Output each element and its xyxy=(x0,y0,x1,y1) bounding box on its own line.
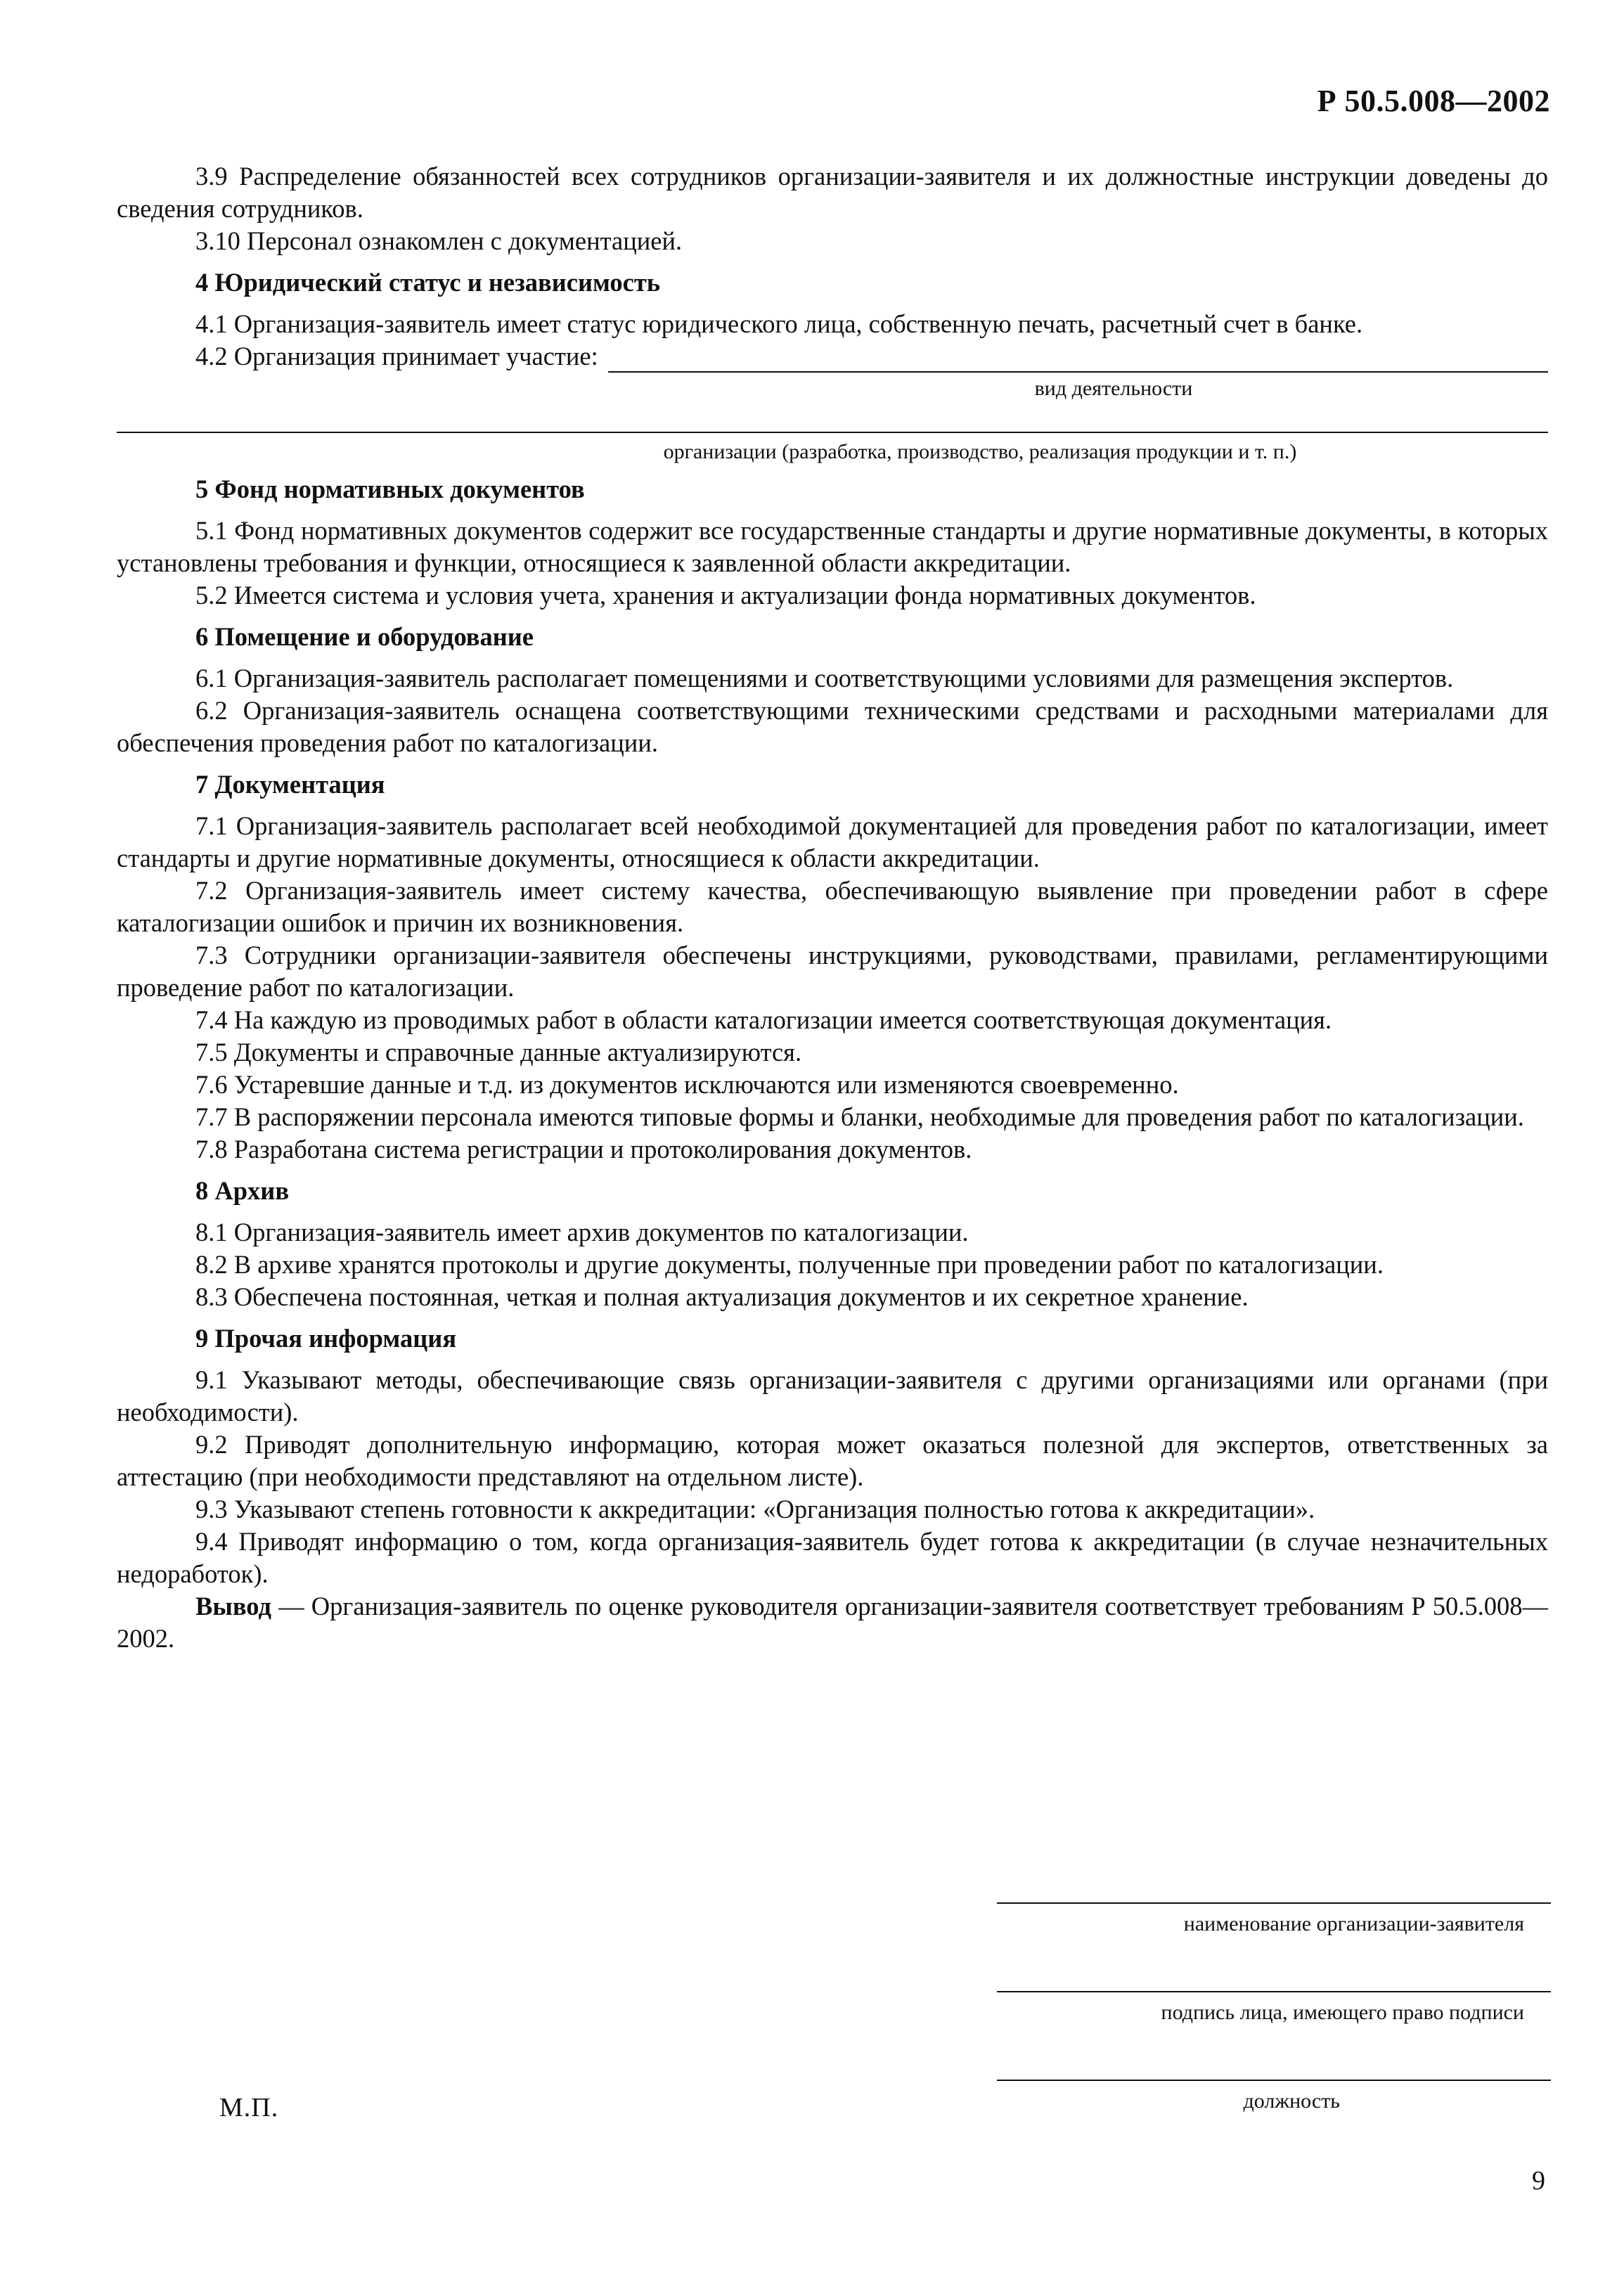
paragraph: 8.3 Обеспечена постоянная, четкая и полная актуализация документов и их секретное хранение. xyxy=(195,1282,1249,1311)
section-heading: 6 Помещение и оборудование xyxy=(195,622,534,651)
document-body xyxy=(117,160,1548,1655)
paragraph: 5.1 Фонд нормативных документов содержит все государственные стандарты и другие нормативные документы, в которых установлены требования и функции, относящиеся к заявленной области аккредитации. xyxy=(117,516,1548,577)
paragraph: 6.1 Организация-заявитель располагает помещениями и соответствующими условиями для размещения экспертов. xyxy=(195,664,1454,692)
paragraph: 7.3 Сотрудники организации-заявителя обеспечены инструкциями, руководствами, правилами, регламентирующими проведение работ по каталогизации. xyxy=(117,941,1548,1002)
participation-label: 4.2 Организация принимает участие: xyxy=(195,342,598,370)
paragraph: 7.4 На каждую из проводимых работ в области каталогизации имеется соответствующая документация. xyxy=(195,1005,1332,1034)
paragraph: 9.2 Приводят дополнительную информацию, которая может оказаться полезной для экспертов, ответственных за аттестацию (при необходимости представляют на отдельном листе). xyxy=(117,1430,1548,1491)
field-caption: вид деятельности xyxy=(1034,377,1193,400)
fill-in-line xyxy=(997,2080,1551,2081)
section-heading: 4 Юридический статус и независимость xyxy=(195,268,661,297)
section-heading: 9 Прочая информация xyxy=(195,1324,457,1353)
field-caption: должность xyxy=(1243,2089,1340,2113)
field-caption: организации (разработка, производство, реализация продукции и т. п.) xyxy=(663,440,1297,463)
paragraph: 9.1 Указывают методы, обеспечивающие связь организации-заявителя с другими организациями или органами (при необходимости). xyxy=(117,1365,1548,1426)
org-name-signature-line xyxy=(997,1902,1551,1936)
paragraph: 7.6 Устаревшие данные и т.д. из документов исключаются или изменяются своевременно. xyxy=(195,1070,1179,1099)
fill-in-line xyxy=(117,401,1548,433)
position-signature-line xyxy=(997,2080,1551,2113)
paragraph: 6.2 Организация-заявитель оснащена соответствующими техническими средствами и расходными материалами для обеспечения проведения работ по каталогизации. xyxy=(117,696,1548,757)
conclusion-text: — Организация-заявитель по оценке руководителя организации-заявителя соответствует требованиям Р 50.5.008—2002. xyxy=(117,1592,1548,1653)
signature-line xyxy=(997,1991,1551,2025)
paragraph: 7.5 Документы и справочные данные актуализируются. xyxy=(195,1038,802,1066)
conclusion-paragraph xyxy=(117,1590,1548,1655)
fill-in-line xyxy=(997,1902,1551,1904)
paragraph: 3.9 Распределение обязанностей всех сотрудников организации-заявителя и их должностные инструкции доведены до сведения сотрудников. xyxy=(117,162,1548,223)
paragraph: 7.8 Разработана система регистрации и протоколирования документов. xyxy=(195,1135,972,1164)
paragraph: 4.1 Организация-заявитель имеет статус юридического лица, собственную печать, расчетный счет в банке. xyxy=(195,309,1363,338)
field-caption: подпись лица, имеющего право подписи xyxy=(1161,2001,1524,2024)
participation-field xyxy=(117,340,1548,373)
page-number: 9 xyxy=(1532,2166,1545,2196)
section-heading: 7 Документация xyxy=(195,770,385,799)
conclusion-lead: Вывод xyxy=(195,1592,271,1620)
paragraph: 9.3 Указывают степень готовности к аккредитации: «Организация полностью готова к аккредитации». xyxy=(195,1495,1315,1523)
paragraph: 5.2 Имеется система и условия учета, хранения и актуализации фонда нормативных документов. xyxy=(195,581,1256,610)
fill-in-line xyxy=(608,349,1548,373)
section-heading: 5 Фонд нормативных документов xyxy=(195,475,585,503)
paragraph: 7.2 Организация-заявитель имеет систему качества, обеспечивающую выявление при проведении работ в сфере каталогизации ошибок и причин их возникновения. xyxy=(117,876,1548,937)
paragraph: 3.10 Персонал ознакомлен с документацией. xyxy=(195,226,683,255)
section-heading: 8 Архив xyxy=(195,1176,290,1205)
field-caption: наименование организации-заявителя xyxy=(1183,1912,1524,1935)
paragraph: 9.4 Приводят информацию о том, когда организация-заявитель будет готова к аккредитации (в случае незначительных недоработок). xyxy=(117,1527,1548,1588)
fill-in-line xyxy=(997,1991,1551,1992)
paragraph: 7.7 В распоряжении персонала имеются типовые формы и бланки, необходимые для проведения работ по каталогизации. xyxy=(195,1102,1524,1131)
paragraph: 8.2 В архиве хранятся протоколы и другие документы, полученные при проведении работ по каталогизации. xyxy=(195,1250,1384,1279)
document-code: Р 50.5.008—2002 xyxy=(1317,84,1550,118)
paragraph: 8.1 Организация-заявитель имеет архив документов по каталогизации. xyxy=(195,1218,969,1246)
stamp-place-label: М.П. xyxy=(219,2093,279,2122)
paragraph: 7.1 Организация-заявитель располагает всей необходимой документацией для проведения работ по каталогизации, имеет стандарты и другие нормативные документы, относящиеся к области аккредитации. xyxy=(117,811,1548,872)
